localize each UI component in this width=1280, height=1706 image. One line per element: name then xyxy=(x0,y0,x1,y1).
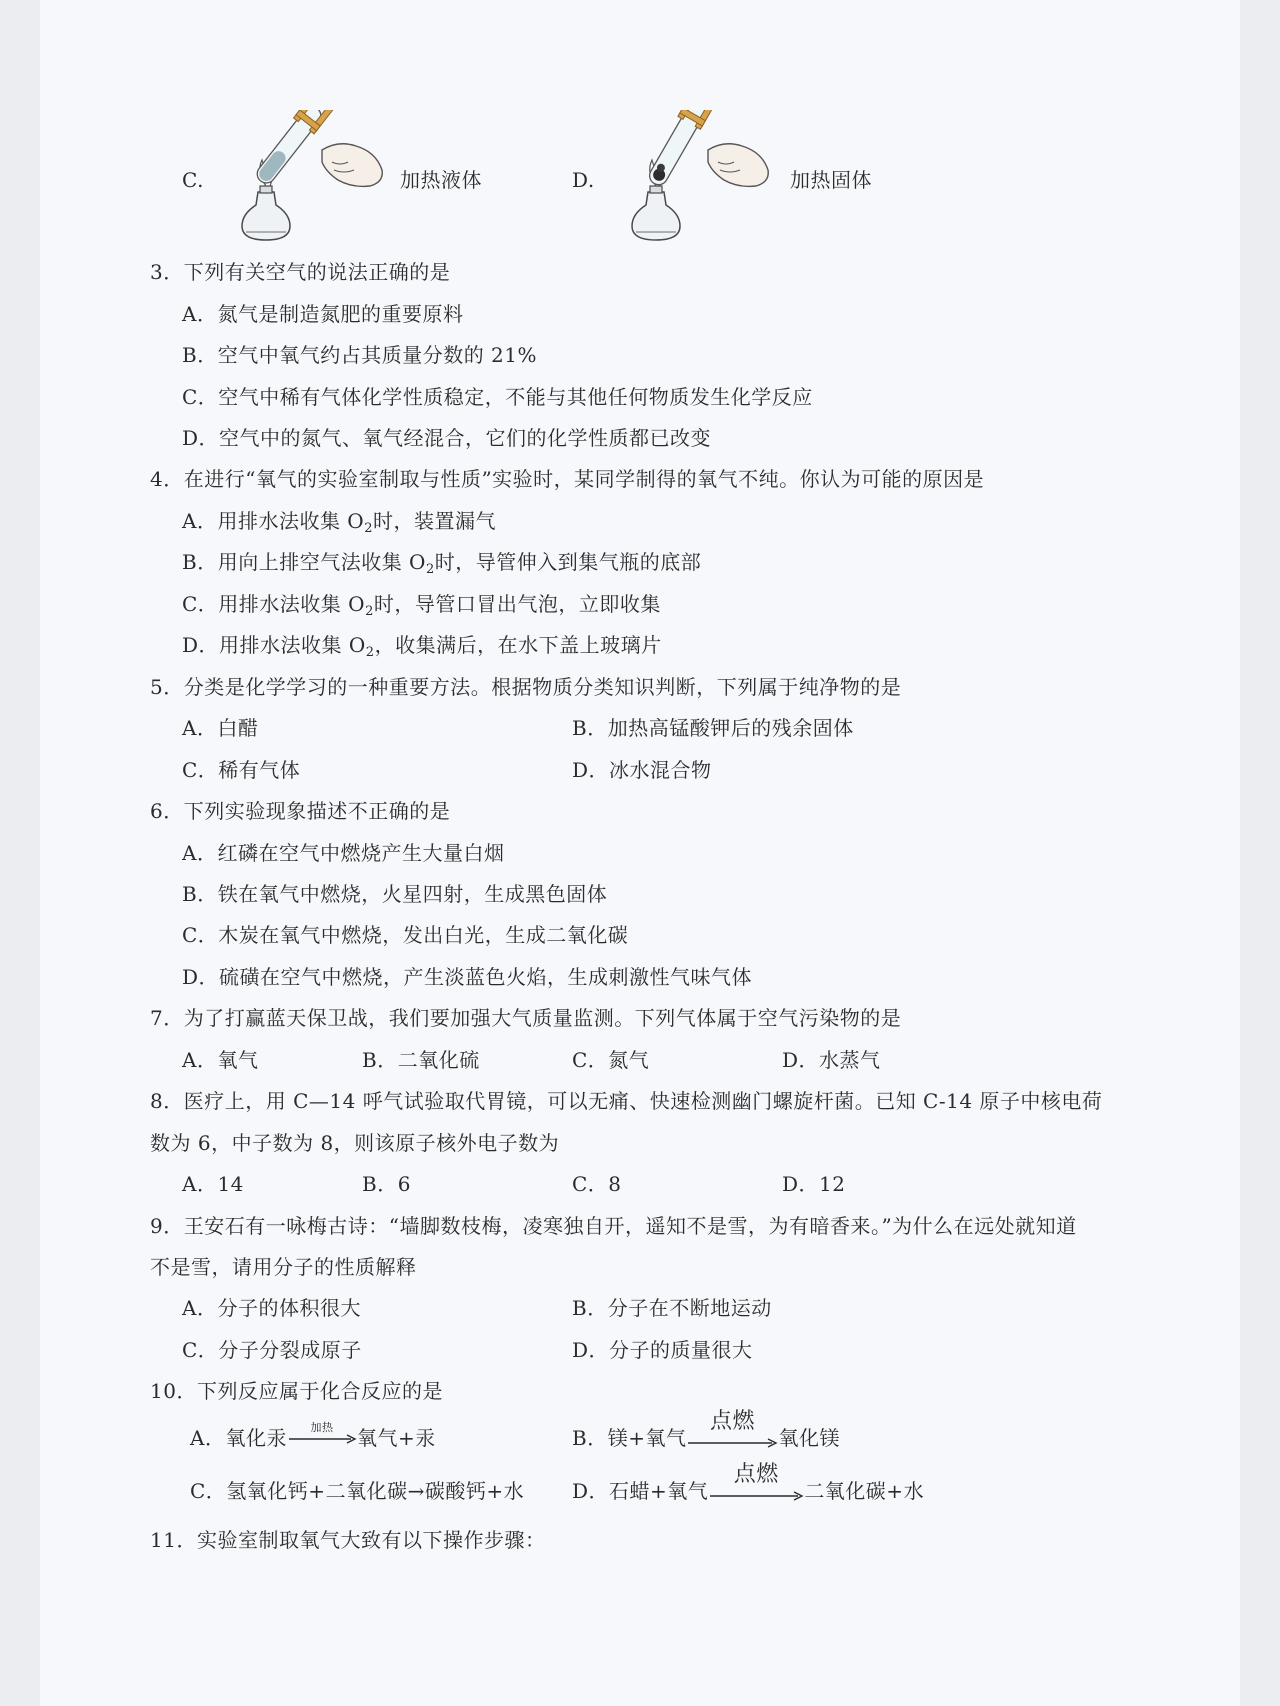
q8-option-d: D．12 xyxy=(782,1172,846,1196)
q6-option-c: C．木炭在氧气中燃烧，发出白光，生成二氧化碳 xyxy=(182,923,629,947)
q4-option-c: C．用排水法收集 $O_2$时，导管口冒出气泡，立即收集 xyxy=(182,592,661,619)
q3-option-c: C．空气中稀有气体化学性质稳定，不能与其他任何物质发生化学反应 xyxy=(182,385,813,409)
q8-option-c: C．8 xyxy=(572,1172,622,1196)
q10-option-a: A．氧化汞 加热 氧气+汞 xyxy=(190,1425,436,1451)
question-9-stem-line2: 不是雪，请用分子的性质解释 xyxy=(150,1255,417,1279)
heating-solid-illustration xyxy=(610,110,790,245)
heating-liquid-illustration xyxy=(220,110,400,245)
q7-option-c: C．氮气 xyxy=(572,1048,650,1072)
reaction-arrow xyxy=(287,1421,357,1445)
q3-option-a: A．氮气是制造氮肥的重要原料 xyxy=(182,302,464,326)
q7-option-d: D．水蒸气 xyxy=(782,1048,881,1072)
q10-option-d: D．石蜡+氧气 点燃 二氧化碳+水 xyxy=(572,1462,925,1503)
q5-option-c: C．稀有气体 xyxy=(182,758,301,782)
arrow-icon xyxy=(686,1431,778,1451)
q9-option-a: A．分子的体积很大 xyxy=(182,1296,361,1320)
question-8-stem-line1: 8．医疗上，用 C—14 呼气试验取代胃镜，可以无痛、快速检测幽门螺旋杆菌。已知 C-14 原子中核电荷 xyxy=(150,1089,1103,1113)
question-11-stem: 11．实验室制取氧气大致有以下操作步骤： xyxy=(150,1528,546,1552)
q4-option-d: D．用排水法收集 $O_2$，收集满后，在水下盖上玻璃片 xyxy=(182,633,662,660)
arrow-icon: → xyxy=(407,1479,425,1503)
question-10-stem: 10．下列反应属于化合反应的是 xyxy=(150,1379,443,1403)
question-3-stem: 3．下列有关空气的说法正确的是 xyxy=(150,260,451,284)
q4-option-a: A．用排水法收集 $O_2$时，装置漏气 xyxy=(182,509,496,536)
reaction-arrow xyxy=(708,1462,804,1498)
q9-option-d: D．分子的质量很大 xyxy=(572,1338,753,1362)
figure-c-letter: C. xyxy=(182,168,204,192)
q10-option-c: C．氢氧化钙+二氧化碳→碳酸钙+水 xyxy=(190,1479,525,1503)
q9-option-b: B．分子在不断地运动 xyxy=(572,1296,772,1320)
q3-option-d: D．空气中的氮气、氧气经混合，它们的化学性质都已改变 xyxy=(182,426,712,450)
arrow-icon xyxy=(287,1429,357,1449)
arrow-icon xyxy=(708,1484,804,1504)
q6-option-d: D．硫磺在空气中燃烧，产生淡蓝色火焰，生成刺激性气味气体 xyxy=(182,965,753,989)
reaction-condition: 加热 xyxy=(310,1421,334,1434)
figure-d-letter: D. xyxy=(572,168,595,192)
question-5-stem: 5．分类是化学学习的一种重要方法。根据物质分类知识判断，下列属于纯净物的是 xyxy=(150,675,902,699)
q3-option-b: B．空气中氧气约占其质量分数的 21% xyxy=(182,343,538,367)
reaction-condition: 点燃 xyxy=(709,1409,755,1434)
q8-option-b: B．6 xyxy=(362,1172,411,1196)
question-8-stem-line2: 数为 6，中子数为 8，则该原子核外电子数为 xyxy=(150,1131,560,1155)
question-7-stem: 7．为了打赢蓝天保卫战，我们要加强大气质量监测。下列气体属于空气污染物的是 xyxy=(150,1006,902,1030)
q4-option-b: B．用向上排空气法收集 $O_2$时，导管伸入到集气瓶的底部 xyxy=(182,550,702,577)
q6-option-a: A．红磷在空气中燃烧产生大量白烟 xyxy=(182,841,505,865)
exam-page xyxy=(40,0,1240,1706)
question-6-stem: 6．下列实验现象描述不正确的是 xyxy=(150,799,451,823)
q7-option-a: A．氧气 xyxy=(182,1048,259,1072)
q6-option-b: B．铁在氧气中燃烧，火星四射，生成黑色固体 xyxy=(182,882,608,906)
figure-d-caption: 加热固体 xyxy=(790,168,872,192)
figure-c-caption: 加热液体 xyxy=(400,168,482,192)
reaction-arrow xyxy=(686,1409,778,1445)
reaction-condition: 点燃 xyxy=(733,1462,779,1487)
q5-option-d: D．冰水混合物 xyxy=(572,758,712,782)
q7-option-b: B．二氧化硫 xyxy=(362,1048,480,1072)
q5-option-b: B．加热高锰酸钾后的残余固体 xyxy=(572,716,854,740)
question-4-stem: 4．在进行“氧气的实验室制取与性质”实验时，某同学制得的氧气不纯。你认为可能的原因是 xyxy=(150,467,985,491)
q9-option-c: C．分子分裂成原子 xyxy=(182,1338,362,1362)
q10-option-b: B．镁+氧气 点燃 氧化镁 xyxy=(572,1409,840,1450)
q8-option-a: A．14 xyxy=(182,1172,244,1196)
q5-option-a: A．白醋 xyxy=(182,716,259,740)
question-9-stem-line1: 9．王安石有一咏梅古诗：“墙脚数枝梅，凌寒独自开，遥知不是雪，为有暗香来。”为什么在远处就知道 xyxy=(150,1214,1077,1238)
